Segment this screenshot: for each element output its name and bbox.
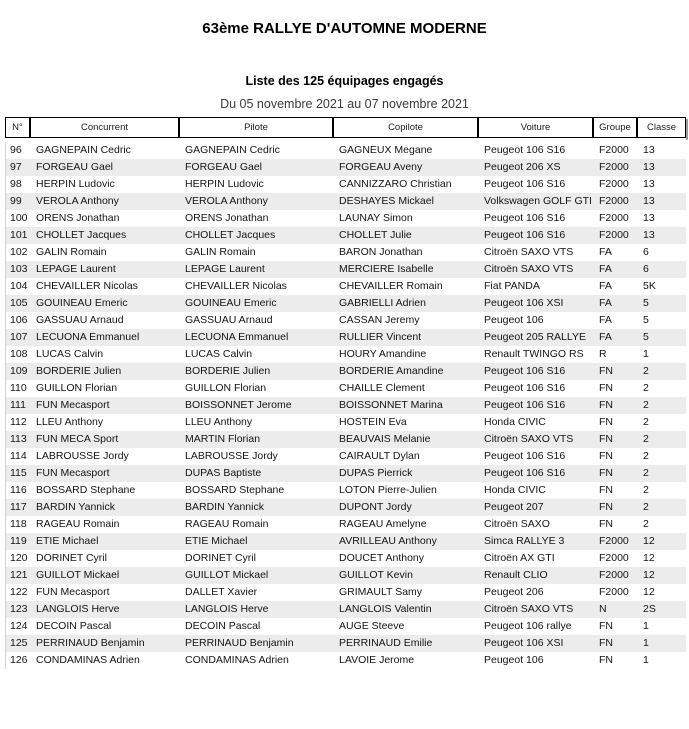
cell-voiture: Peugeot 207 <box>478 499 593 516</box>
cell-classe: 6 <box>643 246 649 258</box>
cell-voiture: Renault TWINGO RS <box>484 348 584 360</box>
cell-pilote: GUILLON Florian <box>185 382 267 394</box>
cell-voiture: Peugeot 106 S16 <box>484 450 566 462</box>
table-row <box>5 193 686 210</box>
table-row <box>5 618 686 635</box>
cell-groupe: FN <box>599 450 613 462</box>
cell-voiture: Honda CIVIC <box>484 484 546 496</box>
cell-concurrent: FUN Mecasport <box>30 397 179 414</box>
cell-classe: 13 <box>637 193 686 210</box>
cell-pilote: GASSUAU Arnaud <box>185 314 273 326</box>
cell-num: 122 <box>5 584 30 601</box>
cell-groupe: R <box>599 348 607 360</box>
cell-voiture: Citroën SAXO VTS <box>478 261 593 278</box>
cell-voiture: Peugeot 205 RALLYE <box>478 329 593 346</box>
cell-groupe: FA <box>593 295 637 312</box>
cell-voiture: Peugeot 106 S16 <box>484 178 566 190</box>
cell-groupe: FN <box>599 654 613 666</box>
cell-classe: 12 <box>643 552 655 564</box>
cell-classe: 2S <box>637 601 686 618</box>
cell-copilote: CHOLLET Julie <box>333 227 478 244</box>
cell-num: 107 <box>5 329 30 346</box>
cell-groupe: FN <box>599 382 613 394</box>
cell-pilote: LECUONA Emmanuel <box>179 329 333 346</box>
cell-copilote: BOISSONNET Marina <box>333 397 478 414</box>
cell-num: 103 <box>5 261 30 278</box>
cell-pilote: CONDAMINAS Adrien <box>185 654 289 666</box>
cell-copilote: BARON Jonathan <box>339 246 423 258</box>
cell-voiture: Peugeot 106 S16 <box>484 382 566 394</box>
cell-concurrent: ETIE Michael <box>30 533 179 550</box>
cell-num: 115 <box>5 465 30 482</box>
event-date-range: Du 05 novembre 2021 au 07 novembre 2021 <box>220 97 469 111</box>
cell-pilote: LANGLOIS Herve <box>179 601 333 618</box>
cell-voiture: Honda CIVIC <box>484 416 546 428</box>
cell-classe: 2 <box>643 450 649 462</box>
cell-voiture: Citroën SAXO VTS <box>478 431 593 448</box>
cell-voiture: Peugeot 106 <box>484 314 544 326</box>
cell-pilote: DUPAS Baptiste <box>179 465 333 482</box>
cell-voiture: Peugeot 206 <box>484 586 544 598</box>
cell-copilote: DUPONT Jordy <box>333 499 478 516</box>
cell-copilote: LAUNAY Simon <box>339 212 413 224</box>
cell-num: 99 <box>5 193 30 210</box>
table-row <box>5 533 686 550</box>
cell-concurrent: LECUONA Emmanuel <box>30 329 179 346</box>
cell-classe: 12 <box>637 533 686 550</box>
cell-copilote: DESHAYES Mickael <box>333 193 478 210</box>
cell-groupe: N <box>593 601 637 618</box>
cell-classe: 5 <box>637 295 686 312</box>
cell-voiture: Peugeot 106 XSI <box>478 635 593 652</box>
cell-voiture: Citroën AX GTI <box>484 552 555 564</box>
cell-classe: 2 <box>637 465 686 482</box>
cell-groupe: FN <box>593 363 637 380</box>
cell-num: 109 <box>5 363 30 380</box>
cell-pilote: DECOIN Pascal <box>185 620 261 632</box>
cell-pilote: BORDERIE Julien <box>179 363 333 380</box>
cell-pilote: HERPIN Ludovic <box>185 178 264 190</box>
cell-concurrent: LANGLOIS Herve <box>30 601 179 618</box>
cell-copilote: AUGE Steeve <box>339 620 405 632</box>
cell-copilote: FORGEAU Aveny <box>333 159 478 176</box>
column-header-concurrent: Concurrent <box>30 117 179 138</box>
table-row <box>5 244 686 261</box>
cell-copilote: MERCIERE Isabelle <box>333 261 478 278</box>
column-header-groupe: Groupe <box>593 117 637 138</box>
cell-voiture: Citroën SAXO VTS <box>484 246 574 258</box>
cell-pilote: DORINET Cyril <box>185 552 256 564</box>
table-row <box>5 465 686 482</box>
cell-num: 102 <box>5 244 30 261</box>
cell-concurrent: VEROLA Anthony <box>30 193 179 210</box>
table-header <box>5 117 686 138</box>
cell-groupe: FA <box>599 246 612 258</box>
table-row <box>5 482 686 499</box>
cell-num: 116 <box>5 482 30 499</box>
cell-classe: 2 <box>637 363 686 380</box>
cell-copilote: BEAUVAIS Melanie <box>333 431 478 448</box>
cell-copilote: RAGEAU Amelyne <box>339 518 427 530</box>
cell-concurrent: GOUINEAU Emeric <box>30 295 179 312</box>
cell-num: 125 <box>5 635 30 652</box>
table-row <box>5 295 686 312</box>
table-row <box>5 414 686 431</box>
cell-pilote: BOISSONNET Jerome <box>179 397 333 414</box>
cell-num: 105 <box>5 295 30 312</box>
cell-pilote: LLEU Anthony <box>185 416 253 428</box>
cell-concurrent: BOSSARD Stephane <box>36 484 136 496</box>
cell-groupe: F2000 <box>599 178 629 190</box>
cell-pilote: CHOLLET Jacques <box>179 227 333 244</box>
cell-groupe: F2000 <box>599 586 629 598</box>
cell-voiture: Citroën SAXO VTS <box>478 601 593 618</box>
cell-classe: 12 <box>637 567 686 584</box>
cell-num: 108 <box>5 346 30 363</box>
table-header-row <box>5 117 686 138</box>
cell-num: 110 <box>5 380 30 397</box>
table-row <box>5 516 686 533</box>
cell-copilote: GUILLOT Kevin <box>333 567 478 584</box>
cell-copilote: GAGNEUX Megane <box>339 144 433 156</box>
cell-num: 120 <box>5 550 30 567</box>
table-row <box>5 142 686 159</box>
cell-voiture: Renault CLIO <box>478 567 593 584</box>
entry-count-subtitle: Liste des 125 équipages engagés <box>245 74 444 88</box>
cell-classe: 13 <box>637 159 686 176</box>
cell-copilote: HOSTEIN Eva <box>339 416 407 428</box>
cell-copilote: CAIRAULT Dylan <box>339 450 420 462</box>
cell-concurrent: LEPAGE Laurent <box>30 261 179 278</box>
cell-groupe: F2000 <box>599 212 629 224</box>
cell-concurrent: FUN MECA Sport <box>30 431 179 448</box>
column-header-pilote: Pilote <box>179 117 333 138</box>
cell-concurrent: HERPIN Ludovic <box>36 178 115 190</box>
cell-num: 96 <box>5 142 30 159</box>
cell-voiture: Peugeot 106 S16 <box>484 212 566 224</box>
cell-pilote: ORENS Jonathan <box>185 212 269 224</box>
cell-pilote: ETIE Michael <box>179 533 333 550</box>
cell-num: 118 <box>5 516 30 533</box>
cell-voiture: Citroën SAXO <box>484 518 550 530</box>
cell-concurrent: CHOLLET Jacques <box>30 227 179 244</box>
cell-num: 126 <box>5 652 30 669</box>
table-row <box>5 499 686 516</box>
cell-classe: 5K <box>643 280 656 292</box>
cell-classe: 1 <box>637 635 686 652</box>
cell-concurrent: GASSUAU Arnaud <box>36 314 124 326</box>
cell-copilote: GRIMAULT Samy <box>339 586 423 598</box>
cell-groupe: F2000 <box>599 552 629 564</box>
cell-concurrent: ORENS Jonathan <box>36 212 120 224</box>
cell-voiture: Peugeot 106 XSI <box>478 295 593 312</box>
table-row <box>5 380 686 397</box>
cell-num: 123 <box>5 601 30 618</box>
cell-groupe: F2000 <box>593 193 637 210</box>
cell-copilote: RULLIER Vincent <box>333 329 478 346</box>
cell-num: 100 <box>5 210 30 227</box>
cell-classe: 1 <box>643 620 649 632</box>
table-row <box>5 635 686 652</box>
cell-groupe: F2000 <box>593 567 637 584</box>
cell-voiture: Peugeot 206 XS <box>478 159 593 176</box>
cell-groupe: FA <box>593 329 637 346</box>
cell-groupe: F2000 <box>593 533 637 550</box>
cell-concurrent: FUN Mecasport <box>36 586 110 598</box>
cell-classe: 13 <box>643 178 655 190</box>
table-row <box>5 397 686 414</box>
cell-pilote: LEPAGE Laurent <box>179 261 333 278</box>
cell-concurrent: DECOIN Pascal <box>36 620 112 632</box>
cell-copilote: LANGLOIS Valentin <box>333 601 478 618</box>
cell-pilote: LUCAS Calvin <box>185 348 253 360</box>
cell-voiture: Peugeot 106 S16 <box>478 397 593 414</box>
cell-classe: 13 <box>643 144 655 156</box>
cell-copilote: CASSAN Jeremy <box>339 314 420 326</box>
cell-concurrent: LABROUSSE Jordy <box>36 450 129 462</box>
entry-list-table <box>5 117 686 669</box>
cell-concurrent: BORDERIE Julien <box>30 363 179 380</box>
cell-concurrent: LLEU Anthony <box>36 416 104 428</box>
cell-copilote: CHAILLE Clement <box>339 382 425 394</box>
cell-num: 106 <box>5 312 30 329</box>
cell-concurrent: RAGEAU Romain <box>36 518 120 530</box>
cell-groupe: FN <box>593 431 637 448</box>
cell-copilote: GABRIELLI Adrien <box>333 295 478 312</box>
cell-groupe: F2000 <box>599 144 629 156</box>
cell-pilote: DALLET Xavier <box>185 586 258 598</box>
cell-num: 104 <box>5 278 30 295</box>
cell-concurrent: PERRINAUD Benjamin <box>30 635 179 652</box>
table-row <box>5 601 686 618</box>
cell-copilote: LAVOIE Jerome <box>339 654 415 666</box>
cell-num: 124 <box>5 618 30 635</box>
cell-copilote: HOURY Amandine <box>339 348 427 360</box>
cell-concurrent: GAGNEPAIN Cedric <box>36 144 131 156</box>
cell-concurrent: GALIN Romain <box>36 246 107 258</box>
cell-num: 112 <box>5 414 30 431</box>
cell-concurrent: CONDAMINAS Adrien <box>36 654 140 666</box>
cell-classe: 5 <box>637 329 686 346</box>
column-header-copilote: Copilote <box>333 117 478 138</box>
cell-copilote: LOTON Pierre-Julien <box>339 484 437 496</box>
cell-groupe: FN <box>599 620 613 632</box>
table-row <box>5 159 686 176</box>
cell-voiture: Volkswagen GOLF GTI <box>478 193 593 210</box>
cell-num: 113 <box>5 431 30 448</box>
cell-copilote: DUPAS Pierrick <box>333 465 478 482</box>
cell-classe: 1 <box>643 348 649 360</box>
cell-groupe: F2000 <box>593 227 637 244</box>
cell-pilote: GOUINEAU Emeric <box>179 295 333 312</box>
cell-classe: 2 <box>637 397 686 414</box>
cell-num: 114 <box>5 448 30 465</box>
cell-groupe: FN <box>593 635 637 652</box>
cell-num: 121 <box>5 567 30 584</box>
cell-groupe: FN <box>599 416 613 428</box>
table-row <box>5 329 686 346</box>
table-row <box>5 210 686 227</box>
cell-num: 117 <box>5 499 30 516</box>
cell-groupe: FN <box>599 484 613 496</box>
cell-pilote: BOSSARD Stephane <box>185 484 285 496</box>
column-header-voiture: Voiture <box>478 117 593 138</box>
cell-num: 97 <box>5 159 30 176</box>
cell-voiture: Peugeot 106 S16 <box>478 465 593 482</box>
table-row <box>5 312 686 329</box>
cell-groupe: FA <box>599 280 612 292</box>
cell-concurrent: CHEVAILLER Nicolas <box>36 280 138 292</box>
table-row <box>5 363 686 380</box>
cell-num: 101 <box>5 227 30 244</box>
cell-groupe: FA <box>599 314 612 326</box>
cell-concurrent: GUILLON Florian <box>36 382 118 394</box>
cell-groupe: F2000 <box>593 159 637 176</box>
table-row <box>5 584 686 601</box>
cell-groupe: FN <box>593 397 637 414</box>
cell-pilote: BARDIN Yannick <box>179 499 333 516</box>
cell-classe: 2 <box>643 382 649 394</box>
cell-copilote: AVRILLEAU Anthony <box>333 533 478 550</box>
cell-classe: 2 <box>643 484 649 496</box>
cell-pilote: FORGEAU Gael <box>179 159 333 176</box>
cell-num: 98 <box>5 176 30 193</box>
cell-concurrent: LUCAS Calvin <box>36 348 104 360</box>
cell-voiture: Fiat PANDA <box>484 280 540 292</box>
cell-copilote: DOUCET Anthony <box>339 552 425 564</box>
cell-pilote: PERRINAUD Benjamin <box>179 635 333 652</box>
cell-pilote: MARTIN Florian <box>179 431 333 448</box>
cell-classe: 13 <box>637 227 686 244</box>
table-row <box>5 448 686 465</box>
column-header-classe: Classe <box>637 117 686 138</box>
cell-classe: 5 <box>643 314 649 326</box>
cell-voiture: Peugeot 106 rallye <box>484 620 572 632</box>
cell-classe: 2 <box>637 499 686 516</box>
cell-copilote: CANNIZZARO Christian <box>339 178 452 190</box>
table-row <box>5 431 686 448</box>
table-row <box>5 346 686 363</box>
entry-table-body <box>5 138 686 669</box>
page-title: 63ème RALLYE D'AUTOMNE MODERNE <box>202 20 487 37</box>
cell-num: 111 <box>5 397 30 414</box>
cell-pilote: VEROLA Anthony <box>179 193 333 210</box>
cell-voiture: Peugeot 106 <box>484 654 544 666</box>
cell-voiture: Simca RALLYE 3 <box>478 533 593 550</box>
cell-classe: 6 <box>637 261 686 278</box>
table-row <box>5 278 686 295</box>
cell-pilote: GALIN Romain <box>185 246 256 258</box>
cell-copilote: BORDERIE Amandine <box>333 363 478 380</box>
cell-voiture: Peugeot 106 S16 <box>484 144 566 156</box>
cell-pilote: GUILLOT Mickael <box>179 567 333 584</box>
cell-copilote: PERRINAUD Emilie <box>333 635 478 652</box>
cell-groupe: FN <box>593 465 637 482</box>
column-header-numero: N° <box>5 117 30 138</box>
table-row <box>5 550 686 567</box>
cell-classe: 13 <box>643 212 655 224</box>
cell-classe: 2 <box>643 518 649 530</box>
cell-groupe: FA <box>593 261 637 278</box>
cell-classe: 2 <box>643 416 649 428</box>
table-row <box>5 176 686 193</box>
cell-concurrent: FORGEAU Gael <box>30 159 179 176</box>
cell-classe: 2 <box>637 431 686 448</box>
cell-concurrent: DORINET Cyril <box>36 552 107 564</box>
cell-pilote: RAGEAU Romain <box>185 518 269 530</box>
table-row <box>5 652 686 669</box>
cell-voiture: Peugeot 106 S16 <box>478 227 593 244</box>
cell-pilote: GAGNEPAIN Cedric <box>185 144 280 156</box>
cell-classe: 12 <box>643 586 655 598</box>
cell-concurrent: FUN Mecasport <box>30 465 179 482</box>
cell-voiture: Peugeot 106 S16 <box>478 363 593 380</box>
cell-pilote: CHEVAILLER Nicolas <box>185 280 287 292</box>
cell-concurrent: GUILLOT Mickael <box>30 567 179 584</box>
cell-copilote: CHEVAILLER Romain <box>339 280 443 292</box>
cell-classe: 1 <box>643 654 649 666</box>
table-row <box>5 261 686 278</box>
cell-groupe: FN <box>599 518 613 530</box>
table-row <box>5 227 686 244</box>
cell-pilote: LABROUSSE Jordy <box>185 450 278 462</box>
cell-num: 119 <box>5 533 30 550</box>
table-row <box>5 567 686 584</box>
cell-groupe: FN <box>593 499 637 516</box>
cell-concurrent: BARDIN Yannick <box>30 499 179 516</box>
